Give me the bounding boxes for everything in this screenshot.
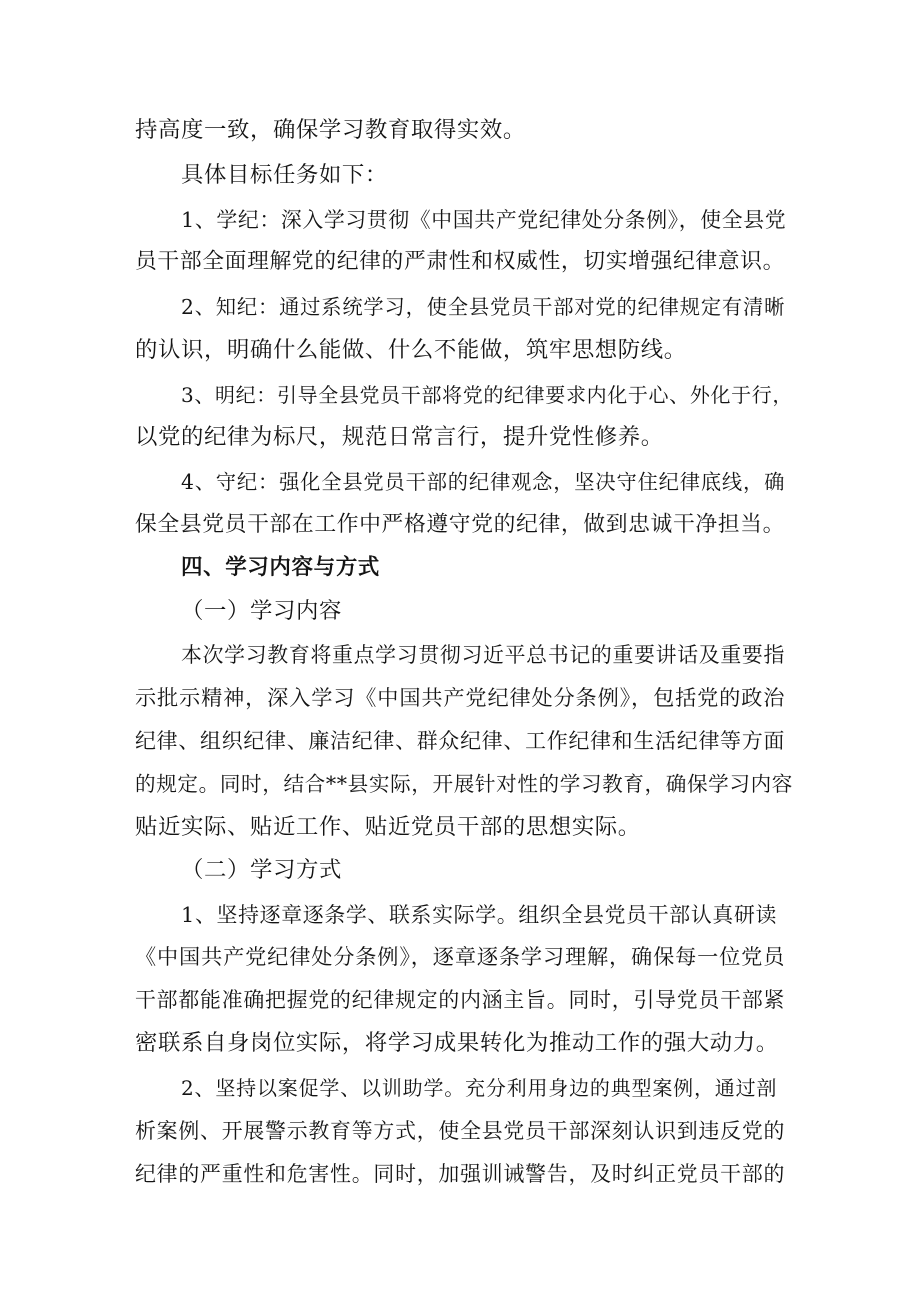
text-line: 2、知纪：通过系统学习，使全县党员干部对党的纪律规定有清晰 [181, 295, 785, 319]
text-line: 保全县党员干部在工作中严格遵守党的纪律，做到忠诚干净担当。 [135, 512, 785, 537]
text-line: 干部都能准确把握党的纪律规定的内涵主旨。同时，引导党员干部紧 [135, 988, 785, 1012]
text-line: 2、坚持以案促学、以训助学。充分利用身边的典型案例，通过剖 [181, 1076, 777, 1100]
text-line: 以党的纪律为标尺，规范日常言行，提升党性修养。 [135, 424, 664, 450]
text-line: 3、明纪：引导全县党员干部将党的纪律要求内化于心、外化于行， [181, 383, 793, 407]
text-line: 1、学纪：深入学习贯彻《中国共产党纪律处分条例》，使全县党 [181, 208, 787, 232]
subsection-heading: （一）学习内容 [181, 598, 342, 624]
text-line: 本次学习教育将重点学习贯彻习近平总书记的重要讲话及重要指 [181, 643, 785, 667]
text-line: 具体目标任务如下： [181, 162, 388, 188]
text-line: 贴近实际、贴近工作、贴近党员干部的思想实际。 [135, 814, 641, 840]
text-line: 持高度一致，确保学习教育取得实效。 [135, 117, 526, 143]
text-line: 员干部全面理解党的纪律的严肃性和权威性，切实增强纪律意识。 [135, 249, 785, 274]
text-line: 的规定。同时，结合**县实际，开展针对性的学习教育，确保学习内容 [135, 772, 793, 796]
text-line: 析案例、开展警示教育等方式，使全县党员干部深刻认识到违反党的 [135, 1119, 785, 1143]
text-line: 《中国共产党纪律处分条例》，逐章逐条学习理解，确保每一位党员 [135, 944, 785, 969]
text-line: 纪律的严重性和危害性。同时，加强训诫警告，及时纠正党员干部的 [135, 1162, 785, 1186]
subsection-heading: （二）学习方式 [181, 857, 342, 883]
text-line: 1、坚持逐章逐条学、联系实际学。组织全县党员干部认真研读 [181, 903, 777, 927]
text-line: 密联系自身岗位实际，将学习成果转化为推动工作的强大动力。 [135, 1030, 779, 1056]
text-line: 4、守纪：强化全县党员干部的纪律观念，坚决守住纪律底线，确 [181, 470, 785, 494]
text-line: 纪律、组织纪律、廉洁纪律、群众纪律、工作纪律和生活纪律等方面 [135, 729, 785, 753]
text-line: 的认识，明确什么能做、什么不能做，筑牢思想防线。 [135, 337, 687, 363]
section-heading: 四、学习内容与方式 [181, 555, 380, 580]
text-line: 示批示精神，深入学习《中国共产党纪律处分条例》，包括党的政治 [135, 685, 785, 710]
